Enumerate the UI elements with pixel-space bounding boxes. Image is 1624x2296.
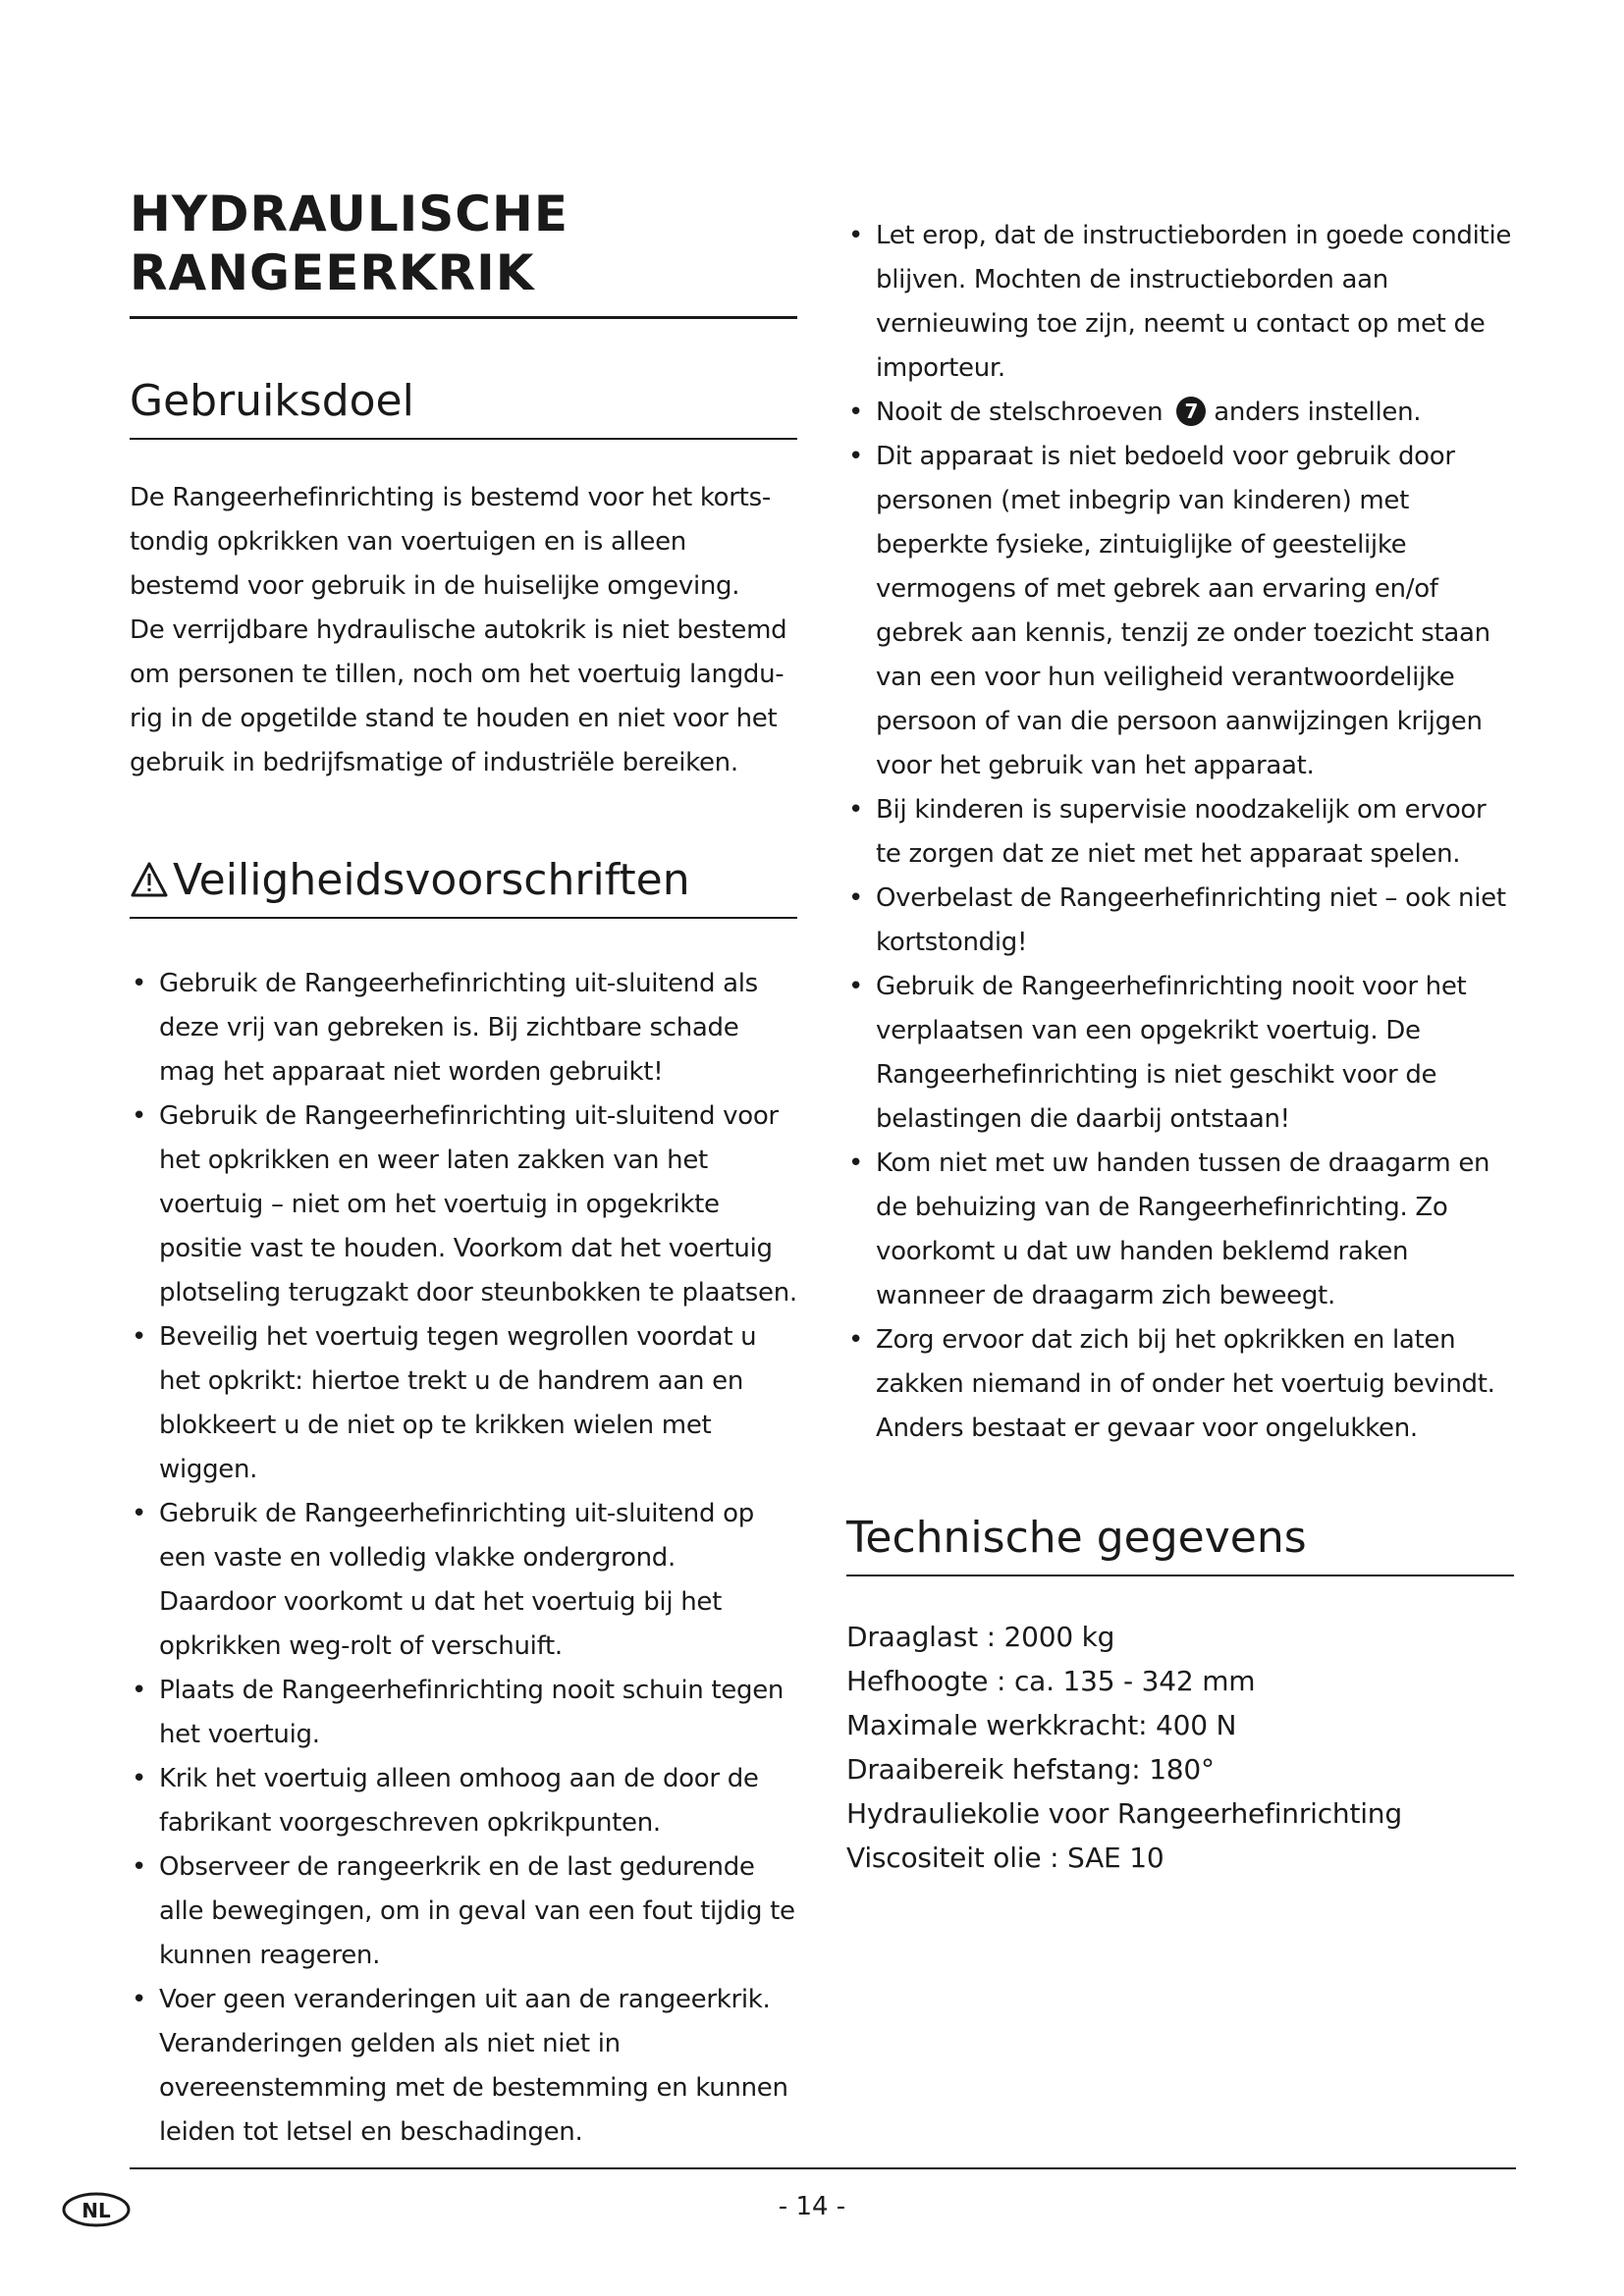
footer-divider	[130, 2167, 1516, 2169]
spec-item: Draaglast : 2000 kg	[846, 1621, 1115, 1653]
list-item: • Krik het voertuig alleen omhoog aan de door de fabrikant voorgeschreven opkrikpunten.	[130, 1757, 797, 1845]
list-item: • Gebruik de Rangeerhefinrichting uit-sluitend voor het opkrikken en weer laten zakken van het voertuig – niet om het voertuig in opgekrikte positie vast te houden. Voorkom dat het voertuig plotseling terugzakt door steunbokken te plaatsen.	[130, 1095, 797, 1315]
safety-list-left	[130, 962, 797, 2155]
page-title: HYDRAULISCHE RANGEERKRIK	[130, 185, 797, 319]
list-item: • Let erop, dat de instructieborden in goede conditie blijven. Mochten de instructieborden aan vernieuwing toe zijn, neemt u contact op met de importeur.	[846, 214, 1514, 391]
purpose-line: gebruik in bedrijfsmatige of industriële bereiken.	[130, 748, 738, 777]
spec-item: Draaibereik hefstang: 180°	[846, 1753, 1215, 1786]
list-item: • Gebruik de Rangeerhefinrichting nooit voor het verplaatsen van een opgekrikt voertuig. De Rangeerhefinrichting is niet geschikt voor de belastingen die daarbij ontstaan!	[846, 965, 1514, 1142]
purpose-line: tondig opkrikken van voertuigen en is alleen	[130, 527, 686, 557]
list-item: • Observeer de rangeerkrik en de last gedurende alle bewegingen, om in geval van een fout tijdig te kunnen reageren.	[130, 1845, 797, 1978]
safety-list-right	[846, 214, 1514, 1451]
part-number-badge: 7	[1176, 397, 1206, 426]
spec-item: Hydrauliekolie voor Rangeerhefinrichting	[846, 1797, 1402, 1830]
list-item: • Gebruik de Rangeerhefinrichting uit-sluitend als deze vrij van gebreken is. Bij zichtbare schade mag het apparaat niet worden gebruikt!	[130, 962, 797, 1095]
specs-heading: Technische gegevens	[846, 1512, 1514, 1576]
purpose-heading: Gebruiksdoel	[130, 375, 797, 440]
list-item	[846, 391, 1514, 435]
purpose-line: bestemd voor gebruik in de huiselijke omgeving.	[130, 571, 740, 601]
purpose-line: rig in de opgetilde stand te houden en niet voor het	[130, 704, 778, 733]
list-item: • Voer geen veranderingen uit aan de rangeerkrik. Veranderingen gelden als niet niet in overeenstemming met de bestemming en kunnen leiden tot letsel en beschadingen.	[130, 1978, 797, 2155]
spec-item: Maximale werkkracht: 400 N	[846, 1709, 1237, 1741]
page-number: - 14 -	[778, 2192, 846, 2221]
list-item: • Beveilig het voertuig tegen wegrollen voordat u het opkrikt: hiertoe trekt u de handrem aan en blokkeert u de niet op te krikken wielen met wiggen.	[130, 1315, 797, 1492]
list-item-text: Nooit de stelschroeven	[876, 398, 1164, 427]
warning-triangle-icon	[130, 861, 169, 898]
list-item: • Bij kinderen is supervisie noodzakelijk om ervoor te zorgen dat ze niet met het apparaat spelen.	[846, 788, 1514, 877]
list-item: • Overbelast de Rangeerhefinrichting niet – ook niet kortstondig!	[846, 877, 1514, 965]
purpose-paragraph	[130, 476, 797, 785]
spec-item: Viscositeit olie : SAE 10	[846, 1842, 1164, 1874]
list-item-text: anders instellen.	[1214, 398, 1422, 427]
spec-item: Hefhoogte : ca. 135 - 342 mm	[846, 1665, 1256, 1697]
language-badge-label: NL	[81, 2199, 111, 2222]
list-item: • Dit apparaat is niet bedoeld voor gebruik door personen (met inbegrip van kinderen) met beperkte fysieke, zintuiglijke of geestelijke vermogens of met gebrek aan ervaring en/of gebrek aan kennis, tenzij ze onder toezicht staan van een voor hun veiligheid verantwoordelijke persoon of van die persoon aanwijzingen krijgen voor het gebruik van het apparaat.	[846, 435, 1514, 788]
list-item: • Kom niet met uw handen tussen de draagarm en de behuizing van de Rangeerhefinrichting. Zo voorkomt u dat uw handen beklemd raken wanneer de draagarm zich beweegt.	[846, 1142, 1514, 1318]
safety-heading-text: Veiligheidsvoorschriften	[173, 855, 690, 905]
language-badge	[61, 2191, 132, 2228]
purpose-line: De Rangeerhefinrichting is bestemd voor het korts-	[130, 483, 771, 512]
specs-list	[846, 1615, 1514, 1880]
list-item: • Zorg ervoor dat zich bij het opkrikken en laten zakken niemand in of onder het voertuig bevindt. Anders bestaat er gevaar voor ongelukken.	[846, 1318, 1514, 1451]
purpose-line: De verrijdbare hydraulische autokrik is niet bestemd	[130, 615, 787, 645]
list-item: • Plaats de Rangeerhefinrichting nooit schuin tegen het voertuig.	[130, 1669, 797, 1757]
list-item: • Gebruik de Rangeerhefinrichting uit-sluitend op een vaste en volledig vlakke ondergrond. Daardoor voorkomt u dat het voertuig bij het opkrikken weg-rolt of verschuift.	[130, 1492, 797, 1669]
safety-heading	[130, 854, 797, 919]
purpose-line: om personen te tillen, noch om het voertuig langdu-	[130, 660, 785, 689]
